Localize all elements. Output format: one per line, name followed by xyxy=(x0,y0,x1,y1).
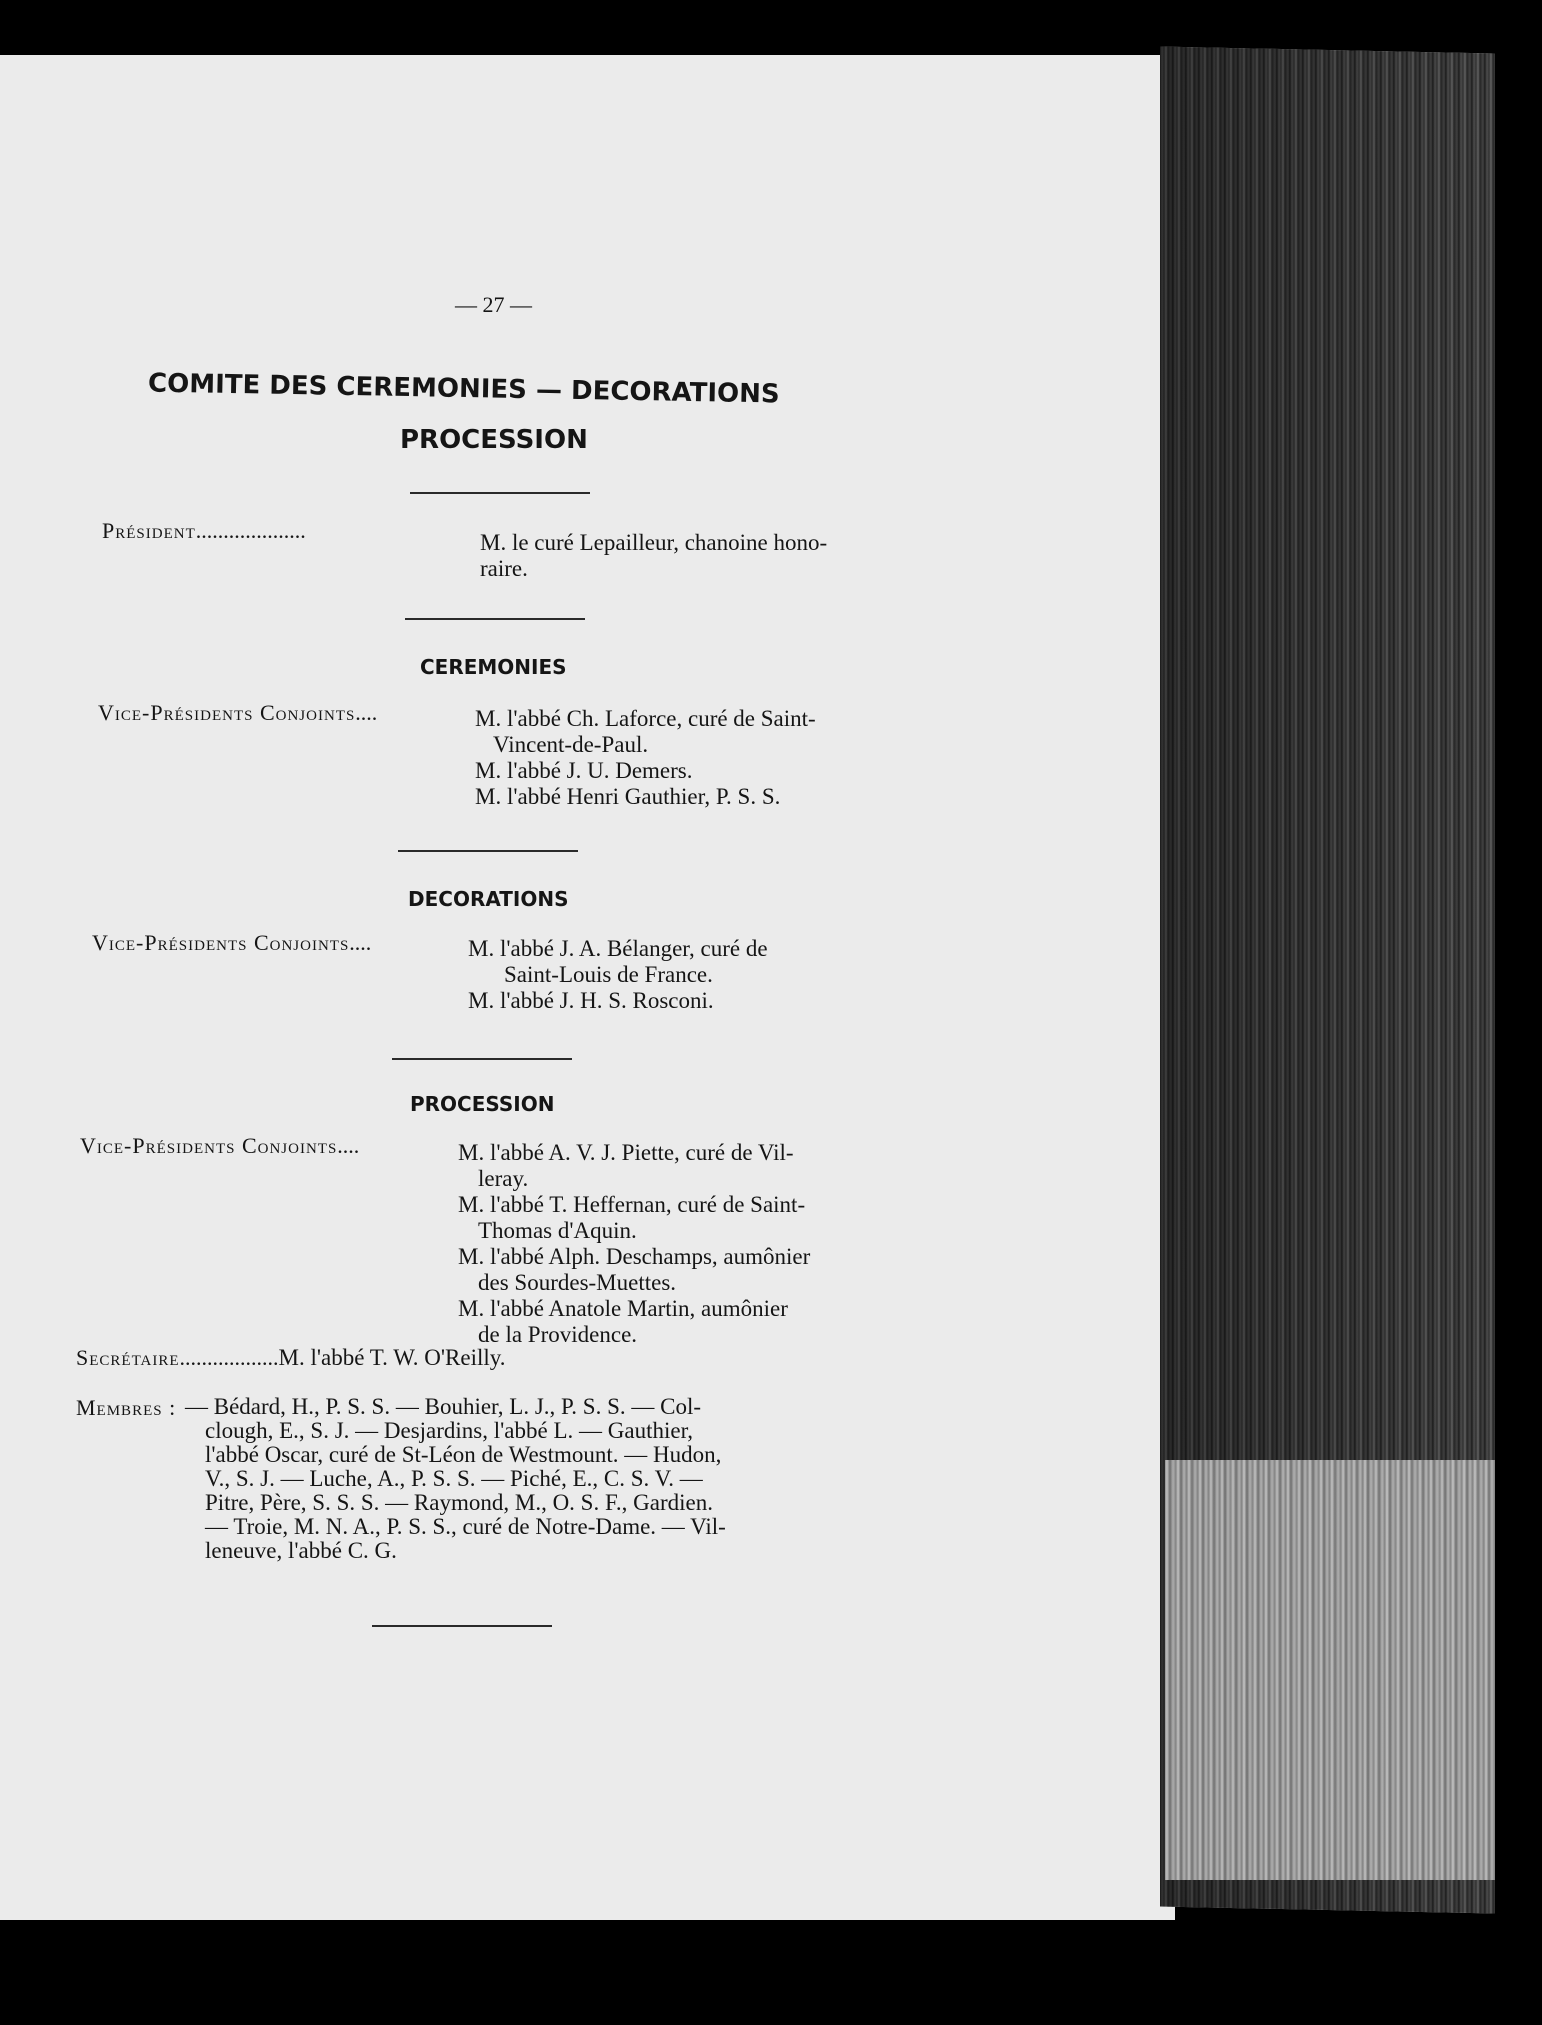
section-dots: .... xyxy=(337,1133,360,1158)
divider xyxy=(372,1625,552,1627)
section-entries-procession xyxy=(458,1140,810,1348)
president-line: M. le curé Lepailleur, chanoine hono- xyxy=(480,530,828,555)
section-label: Vice-Présidents Conjoints xyxy=(92,930,350,955)
title-line-1: COMITE DES CEREMONIES — DECORATIONS xyxy=(147,368,780,410)
title-line-2: PROCESSION xyxy=(400,425,588,455)
divider xyxy=(410,492,590,494)
book-page-edges-lower xyxy=(1165,1460,1495,1880)
members-list xyxy=(185,1394,726,1563)
section-label-row xyxy=(92,930,371,956)
members-label xyxy=(76,1395,176,1421)
entry-line: M. l'abbé Alph. Deschamps, aumônier xyxy=(458,1244,811,1269)
divider xyxy=(398,850,578,852)
section-label: Vice-Présidents Conjoints xyxy=(98,700,356,725)
secretary-dots: .................. xyxy=(179,1345,279,1370)
entry-line: Saint-Louis de France. xyxy=(504,962,713,987)
secretary-row xyxy=(76,1345,506,1371)
entry-line: M. l'abbé J. A. Bélanger, curé de xyxy=(468,936,768,961)
members-label-text: Membres : xyxy=(76,1395,177,1420)
members-line: clough, E., S. J. — Desjardins, l'abbé L. — Gauthier, xyxy=(205,1418,694,1443)
section-dots: .... xyxy=(355,700,378,725)
section-heading-procession: PROCESSION xyxy=(410,1092,555,1116)
president-dots: .................... xyxy=(195,518,306,543)
divider xyxy=(405,618,585,620)
page-number: — 27 — xyxy=(455,292,532,317)
members-line: V., S. J. — Luche, A., P. S. S. — Piché, E., C. S. V. — xyxy=(205,1466,703,1491)
section-heading-ceremonies: CEREMONIES xyxy=(420,655,567,679)
entry-line: M. l'abbé A. V. J. Piette, curé de Vil- xyxy=(458,1140,794,1165)
entry-line: leray. xyxy=(478,1166,529,1191)
entry-line: M. l'abbé Anatole Martin, aumônier xyxy=(458,1296,788,1321)
section-label: Vice-Présidents Conjoints xyxy=(80,1133,338,1158)
entry-line: de la Providence. xyxy=(478,1322,638,1347)
president-value xyxy=(480,530,827,582)
president-label-row xyxy=(102,518,306,544)
president-label: Président xyxy=(102,518,196,543)
secretary-label: Secrétaire xyxy=(76,1345,180,1370)
section-heading-decorations: DECORATIONS xyxy=(408,887,569,911)
secretary-value: M. l'abbé T. W. O'Reilly. xyxy=(278,1345,506,1370)
members-line: leneuve, l'abbé C. G. xyxy=(205,1538,397,1563)
president-line: raire. xyxy=(480,556,528,581)
entry-line: M. l'abbé J. H. S. Rosconi. xyxy=(468,988,714,1013)
entry-line: M. l'abbé Henri Gauthier, P. S. S. xyxy=(475,784,781,809)
members-line: Pitre, Père, S. S. S. — Raymond, M., O. S. F., Gardien. xyxy=(205,1490,713,1515)
entry-line: M. l'abbé J. U. Demers. xyxy=(475,758,693,783)
members-line: l'abbé Oscar, curé de St-Léon de Westmount. — Hudon, xyxy=(205,1442,722,1467)
entry-line: M. l'abbé T. Heffernan, curé de Saint- xyxy=(458,1192,806,1217)
entry-line: Vincent-de-Paul. xyxy=(493,732,649,757)
section-entries-decorations xyxy=(468,936,768,1014)
entry-line: des Sourdes-Muettes. xyxy=(478,1270,677,1295)
entry-line: M. l'abbé Ch. Laforce, curé de Saint- xyxy=(475,706,816,731)
section-entries-ceremonies xyxy=(475,706,816,810)
section-dots: .... xyxy=(349,930,372,955)
members-line: — Troie, M. N. A., P. S. S., curé de Notre-Dame. — Vil- xyxy=(205,1514,726,1539)
section-label-row xyxy=(80,1133,359,1159)
entry-line: Thomas d'Aquin. xyxy=(478,1218,637,1243)
section-label-row xyxy=(98,700,377,726)
divider xyxy=(392,1058,572,1060)
members-line: — Bédard, H., P. S. S. — Bouhier, L. J., P. S. S. — Col- xyxy=(185,1394,701,1419)
